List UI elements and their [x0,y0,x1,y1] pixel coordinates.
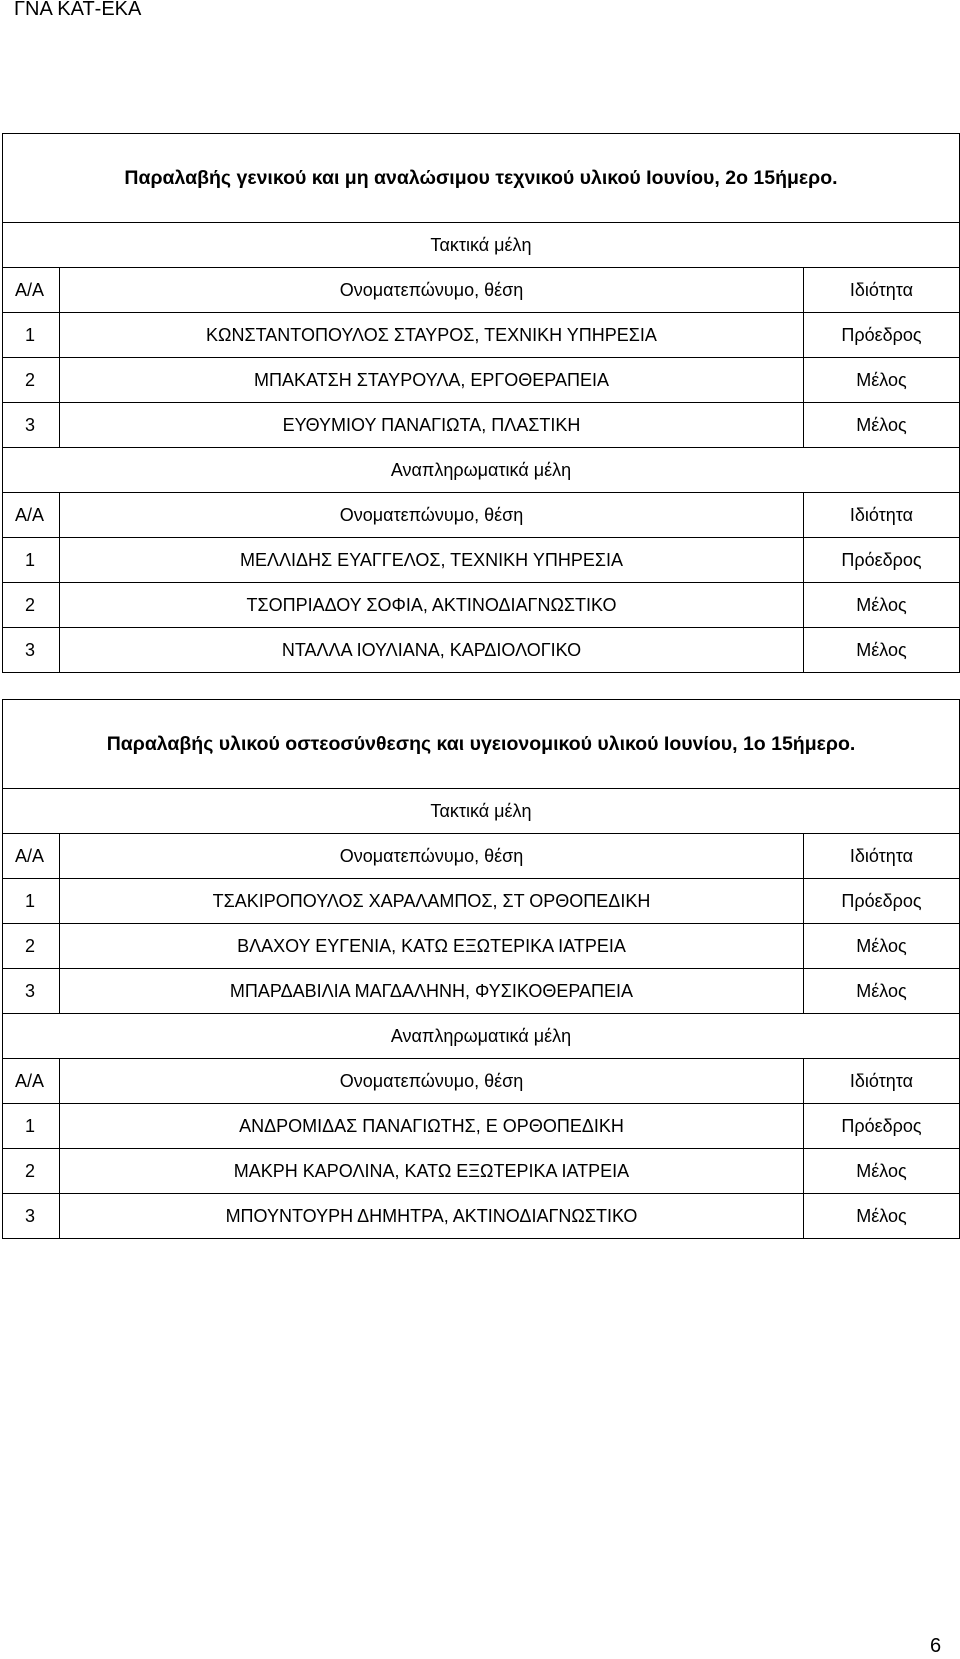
table-title-row [3,700,960,789]
row-num: 2 [3,1149,60,1194]
column-header-num: Α/Α [3,493,60,538]
row-num: 3 [3,403,60,448]
row-name: ΜΠΑΡΔΑΒΙΛΙΑ ΜΑΓΔΑΛΗΝΗ, ΦΥΣΙΚΟΘΕΡΑΠΕΙΑ [60,969,804,1014]
section-label-regular: Τακτικά μέλη [3,223,960,268]
column-header-name: Ονοματεπώνυμο, θέση [60,834,804,879]
table-row [3,583,960,628]
header-row [3,493,960,538]
table-row [3,538,960,583]
section-row [3,448,960,493]
section-row [3,789,960,834]
table-row [3,1104,960,1149]
column-header-num: Α/Α [3,1059,60,1104]
table-row [3,969,960,1014]
row-name: ΚΩΝΣΤΑΝΤΟΠΟΥΛΟΣ ΣΤΑΥΡΟΣ, ΤΕΧΝΙΚΗ ΥΠΗΡΕΣΙΑ [60,313,804,358]
header-row [3,1059,960,1104]
section-label-alternate: Αναπληρωματικά μέλη [3,448,960,493]
row-role: Μέλος [803,924,959,969]
row-num: 1 [3,313,60,358]
committee-table-1 [2,133,960,673]
row-num: 1 [3,538,60,583]
row-num: 3 [3,1194,60,1239]
header-row [3,834,960,879]
row-role: Μέλος [803,969,959,1014]
table-row [3,313,960,358]
committee-table-2 [2,699,960,1239]
table-row [3,628,960,673]
table-row [3,1194,960,1239]
row-role: Μέλος [803,358,959,403]
column-header-role: Ιδιότητα [803,834,959,879]
table-row [3,358,960,403]
column-header-name: Ονοματεπώνυμο, θέση [60,493,804,538]
header-row [3,268,960,313]
row-num: 1 [3,1104,60,1149]
column-header-name: Ονοματεπώνυμο, θέση [60,268,804,313]
row-name: ΝΤΑΛΛΑ ΙΟΥΛΙΑΝΑ, ΚΑΡΔΙΟΛΟΓΙΚΟ [60,628,804,673]
row-name: ΑΝΔΡΟΜΙΔΑΣ ΠΑΝΑΓΙΩΤΗΣ, Ε ΟΡΘΟΠΕΔΙΚΗ [60,1104,804,1149]
table-title: Παραλαβής υλικού οστεοσύνθεσης και υγειονομικού υλικού Ιουνίου, 1ο 15ήμερο. [3,700,960,789]
row-num: 3 [3,628,60,673]
section-row [3,223,960,268]
column-header-num: Α/Α [3,268,60,313]
page-number: 6 [930,1635,942,1657]
row-num: 2 [3,924,60,969]
row-name: ΜΕΛΛΙΔΗΣ ΕΥΑΓΓΕΛΟΣ, ΤΕΧΝΙΚΗ ΥΠΗΡΕΣΙΑ [60,538,804,583]
row-name: ΕΥΘΥΜΙΟΥ ΠΑΝΑΓΙΩΤΑ, ΠΛΑΣΤΙΚΗ [60,403,804,448]
column-header-role: Ιδιότητα [803,493,959,538]
row-role: Πρόεδρος [803,879,959,924]
row-role: Μέλος [803,403,959,448]
row-role: Μέλος [803,583,959,628]
column-header-role: Ιδιότητα [803,1059,959,1104]
table-row [3,1149,960,1194]
row-name: ΤΣΑΚΙΡΟΠΟΥΛΟΣ ΧΑΡΑΛΑΜΠΟΣ, ΣΤ ΟΡΘΟΠΕΔΙΚΗ [60,879,804,924]
table-row [3,403,960,448]
row-role: Πρόεδρος [803,1104,959,1149]
row-role: Πρόεδρος [803,313,959,358]
table-title-row [3,134,960,223]
column-header-name: Ονοματεπώνυμο, θέση [60,1059,804,1104]
column-header-role: Ιδιότητα [803,268,959,313]
row-role: Μέλος [803,1149,959,1194]
section-row [3,1014,960,1059]
row-num: 1 [3,879,60,924]
section-label-regular: Τακτικά μέλη [3,789,960,834]
table-row [3,924,960,969]
page-header: ΓΝΑ ΚΑΤ-ΕΚΑ [14,0,142,20]
row-role: Μέλος [803,1194,959,1239]
row-num: 3 [3,969,60,1014]
row-name: ΒΛΑΧΟΥ ΕΥΓΕΝΙΑ, ΚΑΤΩ ΕΞΩΤΕΡΙΚΑ ΙΑΤΡΕΙΑ [60,924,804,969]
table-row [3,879,960,924]
row-name: ΤΣΟΠΡΙΑΔΟΥ ΣΟΦΙΑ, ΑΚΤΙΝΟΔΙΑΓΝΩΣΤΙΚΟ [60,583,804,628]
row-name: ΜΑΚΡΗ ΚΑΡΟΛΙΝΑ, ΚΑΤΩ ΕΞΩΤΕΡΙΚΑ ΙΑΤΡΕΙΑ [60,1149,804,1194]
row-num: 2 [3,583,60,628]
column-header-num: Α/Α [3,834,60,879]
row-role: Πρόεδρος [803,538,959,583]
row-role: Μέλος [803,628,959,673]
section-label-alternate: Αναπληρωματικά μέλη [3,1014,960,1059]
table-title: Παραλαβής γενικού και μη αναλώσιμου τεχνικού υλικού Ιουνίου, 2ο 15ήμερο. [3,134,960,223]
row-num: 2 [3,358,60,403]
row-name: ΜΠΑΚΑΤΣΗ ΣΤΑΥΡΟΥΛΑ, ΕΡΓΟΘΕΡΑΠΕΙΑ [60,358,804,403]
row-name: ΜΠΟΥΝΤΟΥΡΗ ΔΗΜΗΤΡΑ, ΑΚΤΙΝΟΔΙΑΓΝΩΣΤΙΚΟ [60,1194,804,1239]
